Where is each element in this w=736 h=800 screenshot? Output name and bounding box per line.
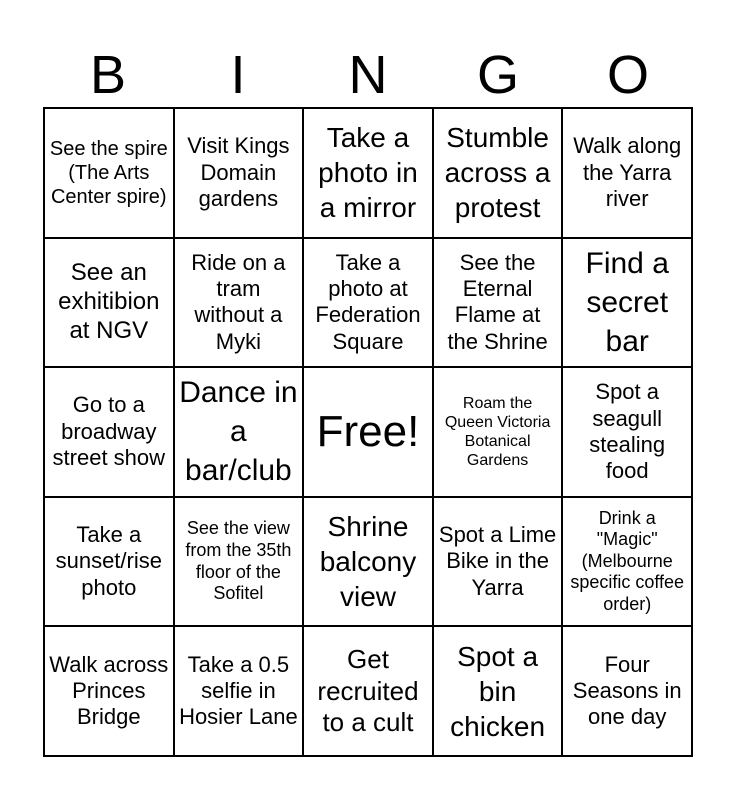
title-letter-b: B <box>89 45 127 105</box>
title-letter-g: G <box>476 45 519 105</box>
bingo-cell-r1-c5[interactable]: Walk along the Yarra river <box>562 108 692 238</box>
bingo-cell-r1-c4[interactable]: Stumble across a protest <box>433 108 563 238</box>
bingo-cell-r5-c1[interactable]: Walk across Princes Bridge <box>44 626 174 756</box>
bingo-cell-r2-c4[interactable]: See the Eternal Flame at the Shrine <box>433 238 563 368</box>
bingo-cell-r2-c2[interactable]: Ride on a tram without a Myki <box>174 238 304 368</box>
bingo-cell-r3-c1[interactable]: Go to a broadway street show <box>44 367 174 497</box>
bingo-cell-r4-c3[interactable]: Shrine balcony view <box>303 497 433 627</box>
bingo-cell-r2-c1[interactable]: See an exhitibion at NGV <box>44 238 174 368</box>
bingo-cell-r5-c4[interactable]: Spot a bin chicken <box>433 626 563 756</box>
bingo-cell-r4-c2[interactable]: See the view from the 35th floor of the Sofitel <box>174 497 304 627</box>
bingo-cell-r2-c3[interactable]: Take a photo at Federation Square <box>303 238 433 368</box>
bingo-title <box>43 44 693 106</box>
bingo-cell-r5-c5[interactable]: Four Seasons in one day <box>562 626 692 756</box>
bingo-card <box>43 107 693 757</box>
bingo-cell-r4-c1[interactable]: Take a sunset/rise photo <box>44 497 174 627</box>
bingo-cell-r4-c5[interactable]: Drink a "Magic" (Melbourne specific coffee order) <box>562 497 692 627</box>
title-letter-i: I <box>230 45 246 105</box>
bingo-cell-r3-c5[interactable]: Spot a seagull stealing food <box>562 367 692 497</box>
bingo-cell-r2-c5[interactable]: Find a secret bar <box>562 238 692 368</box>
bingo-cell-r4-c4[interactable]: Spot a Lime Bike in the Yarra <box>433 497 563 627</box>
bingo-cell-r3-c4[interactable]: Roam the Queen Victoria Botanical Gardens <box>433 367 563 497</box>
title-letter-o: O <box>606 45 649 105</box>
bingo-cell-r5-c3[interactable]: Get recruited to a cult <box>303 626 433 756</box>
bingo-cell-r1-c1[interactable]: See the spire (The Arts Center spire) <box>44 108 174 238</box>
bingo-cell-r1-c3[interactable]: Take a photo in a mirror <box>303 108 433 238</box>
bingo-cell-r3-c2[interactable]: Dance in a bar/club <box>174 367 304 497</box>
title-letter-n: N <box>348 45 388 105</box>
bingo-cell-r5-c2[interactable]: Take a 0.5 selfie in Hosier Lane <box>174 626 304 756</box>
bingo-free-space[interactable]: Free! <box>303 367 433 497</box>
bingo-cell-r1-c2[interactable]: Visit Kings Domain gardens <box>174 108 304 238</box>
